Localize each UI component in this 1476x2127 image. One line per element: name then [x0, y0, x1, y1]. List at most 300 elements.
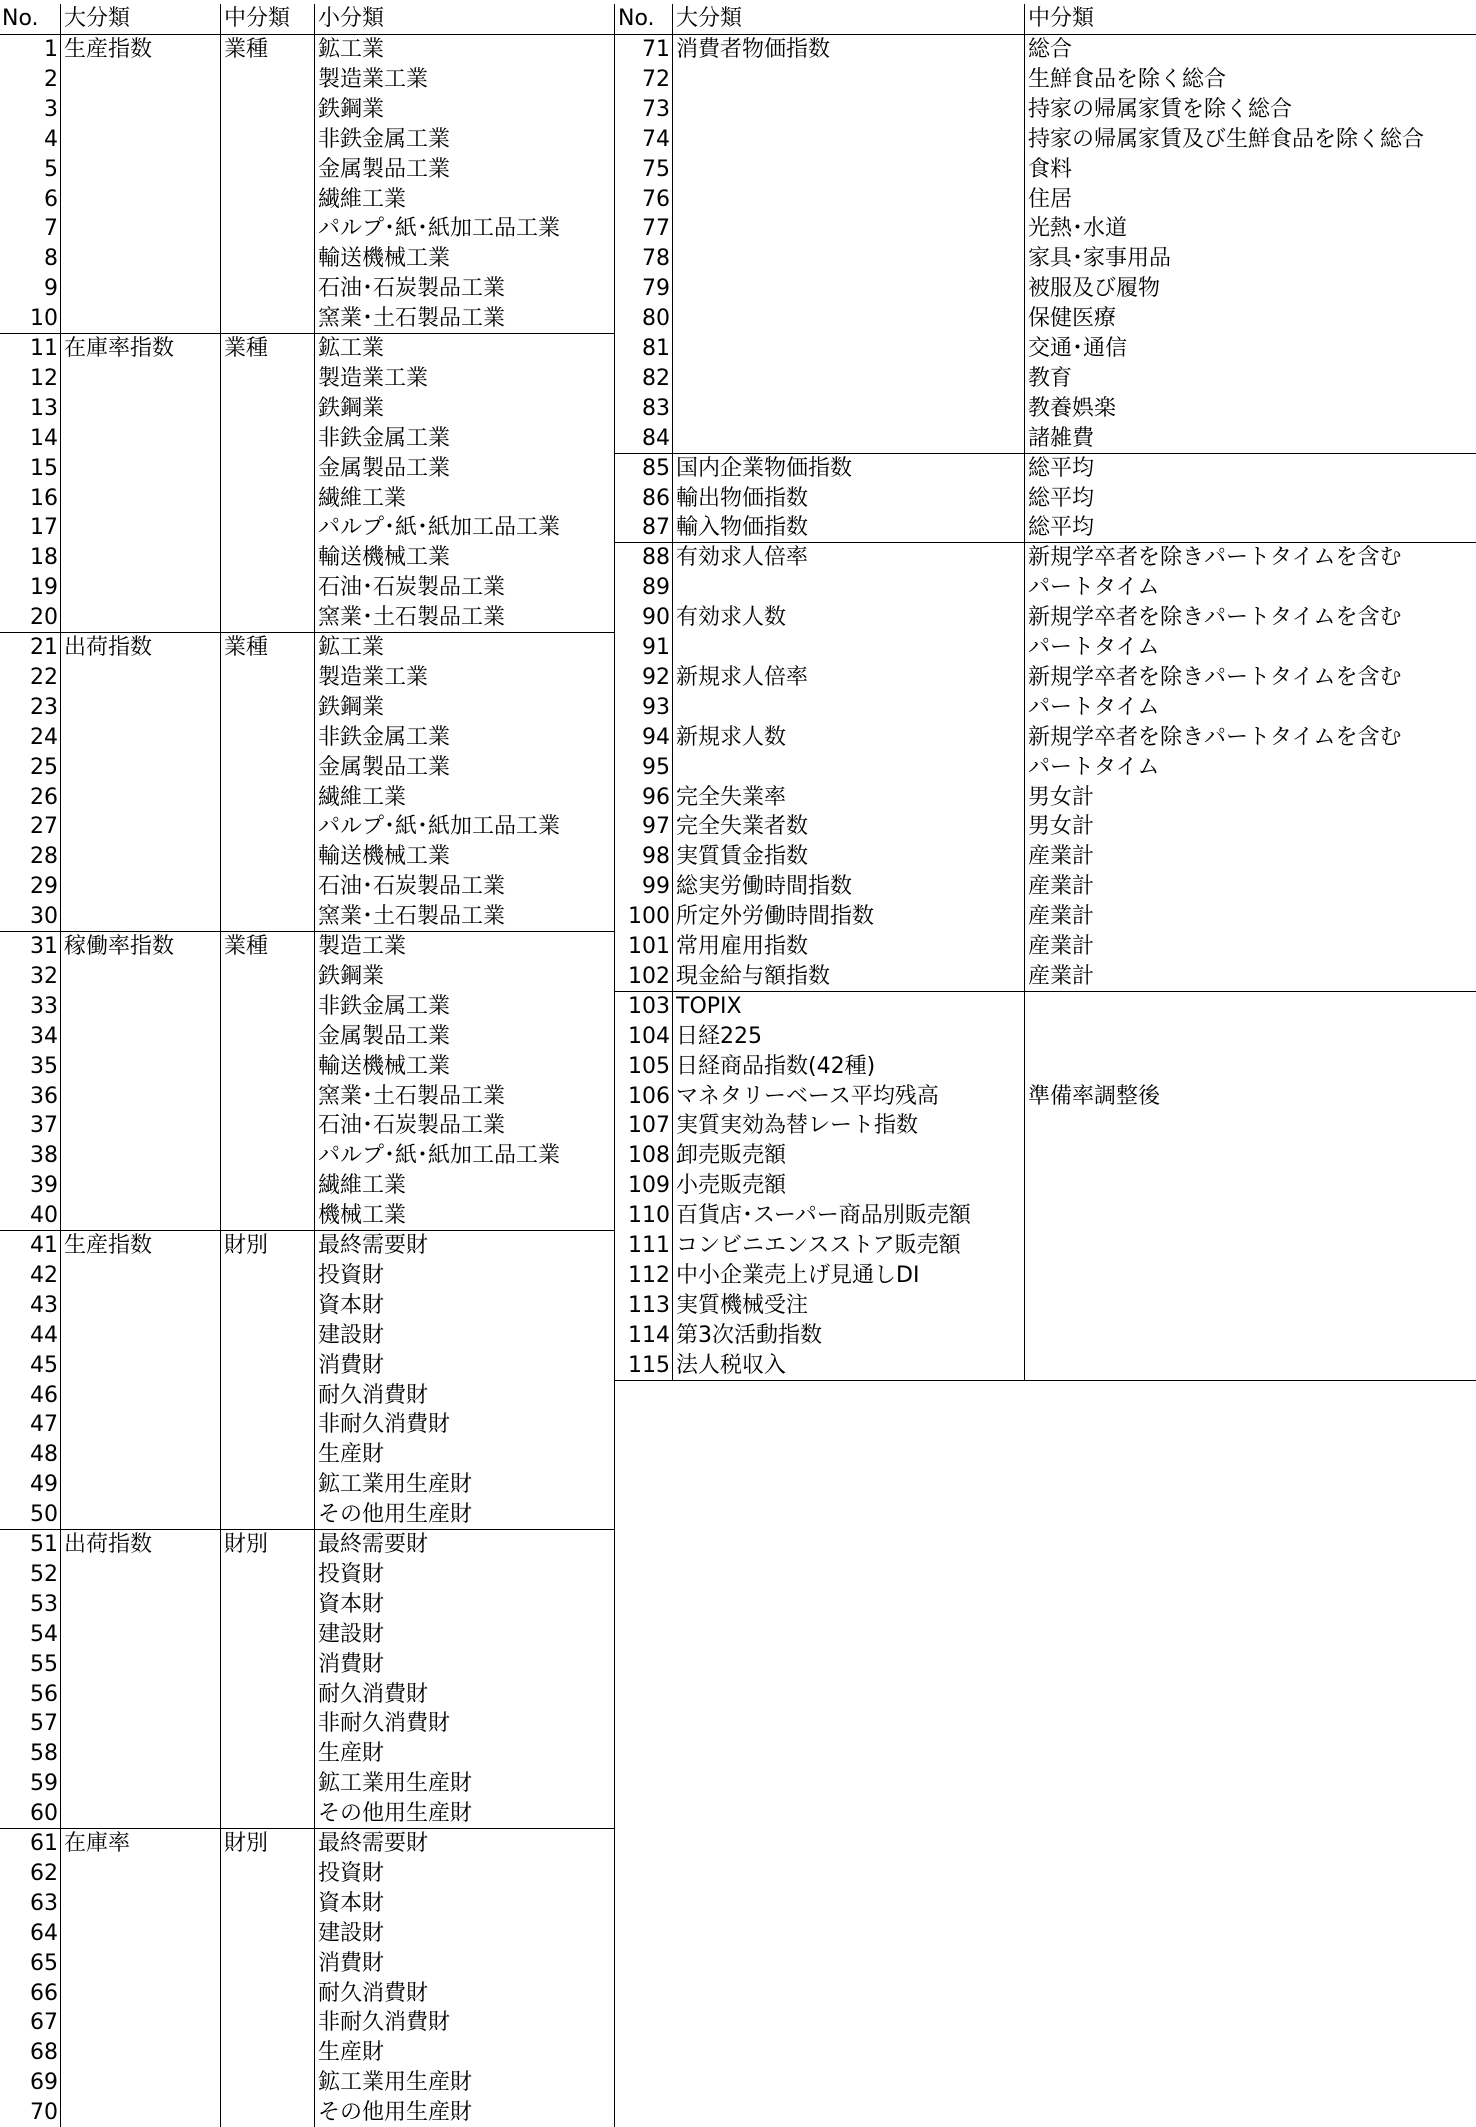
row-number: 23	[30, 694, 58, 720]
middle-category	[220, 662, 314, 692]
grid-vertical-line	[672, 4, 673, 1380]
middle-category	[220, 1978, 314, 2008]
middle-category	[220, 483, 314, 513]
minor-category: 建設財	[318, 1621, 385, 1647]
middle-category	[220, 871, 314, 901]
grid-horizontal-line	[614, 453, 1476, 454]
row-number: 60	[30, 1801, 58, 1827]
major-category: 在庫率指数	[64, 336, 175, 361]
middle-category	[220, 1081, 314, 1111]
middle-category: 家具･家事用品	[1028, 246, 1172, 272]
middle-category	[1024, 1320, 1476, 1350]
row-number: 79	[642, 276, 670, 302]
major-category	[60, 124, 220, 154]
major-category	[672, 333, 1024, 363]
middle-category	[220, 213, 314, 243]
major-category: 日経商品指数(42種)	[676, 1053, 876, 1079]
grid-vertical-line	[614, 4, 615, 2127]
row-number: 98	[642, 844, 670, 870]
row-number: 34	[30, 1023, 58, 1049]
middle-category	[220, 572, 314, 602]
middle-category	[1024, 1110, 1476, 1140]
row-number: 72	[642, 66, 670, 92]
major-category: 新規求人数	[676, 724, 787, 750]
minor-category: 非耐久消費財	[318, 1412, 451, 1438]
middle-category	[220, 2067, 314, 2097]
middle-category	[220, 542, 314, 572]
middle-category	[220, 243, 314, 273]
row-number: 11	[30, 336, 58, 361]
row-number: 106	[628, 1083, 670, 1109]
middle-category	[220, 1380, 314, 1410]
major-category	[60, 991, 220, 1021]
row-number: 103	[628, 993, 670, 1019]
minor-category: 鉱工業	[318, 37, 385, 62]
middle-category: 財別	[224, 1233, 269, 1258]
row-number: 96	[642, 784, 670, 810]
minor-category: 投資財	[318, 1561, 385, 1587]
middle-category	[1024, 991, 1476, 1021]
major-category	[60, 363, 220, 393]
middle-category	[220, 64, 314, 94]
row-number: 20	[30, 605, 58, 631]
major-category	[60, 1499, 220, 1529]
middle-category: 総合	[1028, 37, 1073, 62]
middle-category	[220, 901, 314, 931]
minor-category: 輸送機械工業	[318, 545, 451, 571]
middle-category: 食料	[1028, 156, 1073, 182]
major-category	[60, 602, 220, 632]
major-category: 出荷指数	[64, 1532, 153, 1557]
major-category	[60, 393, 220, 423]
middle-category: 諸雑費	[1028, 425, 1095, 451]
minor-category: 非鉄金属工業	[318, 724, 451, 750]
major-category	[60, 1768, 220, 1798]
row-number: 95	[642, 754, 670, 780]
major-category	[60, 1948, 220, 1978]
major-category	[60, 1021, 220, 1051]
minor-category: 繊維工業	[318, 485, 407, 511]
middle-category	[220, 1409, 314, 1439]
row-number: 67	[30, 2010, 58, 2036]
row-number: 90	[642, 605, 670, 631]
major-category	[60, 303, 220, 333]
major-category	[60, 1738, 220, 1768]
major-category	[60, 782, 220, 812]
row-number: 62	[30, 1860, 58, 1886]
major-category: 総実労働時間指数	[676, 874, 853, 900]
minor-category: 金属製品工業	[318, 156, 451, 182]
middle-category: 産業計	[1028, 844, 1095, 870]
row-number: 89	[642, 575, 670, 601]
grid-vertical-line	[314, 4, 315, 2127]
minor-category: 最終需要財	[318, 1831, 429, 1856]
major-category	[60, 811, 220, 841]
middle-category	[220, 1290, 314, 1320]
major-category	[672, 393, 1024, 423]
major-category	[672, 692, 1024, 722]
major-category	[60, 423, 220, 453]
row-number: 73	[642, 96, 670, 122]
middle-category: 教育	[1028, 365, 1073, 391]
major-category	[60, 841, 220, 871]
major-category	[672, 64, 1024, 94]
row-number: 101	[628, 934, 670, 959]
major-category	[60, 901, 220, 931]
row-number: 65	[30, 1950, 58, 1976]
grid-vertical-line	[60, 4, 61, 2127]
major-category	[60, 1888, 220, 1918]
row-number: 47	[30, 1412, 58, 1438]
row-number: 19	[30, 575, 58, 601]
row-number: 93	[642, 694, 670, 720]
middle-category: 男女計	[1028, 784, 1095, 810]
row-number: 13	[30, 395, 58, 421]
right-header-no: No.	[618, 6, 655, 31]
minor-category: 消費財	[318, 1950, 385, 1976]
middle-category	[220, 1469, 314, 1499]
minor-category: 非鉄金属工業	[318, 993, 451, 1019]
middle-category	[220, 1320, 314, 1350]
major-category	[672, 94, 1024, 124]
row-number: 5	[44, 156, 58, 182]
row-number: 100	[628, 904, 670, 930]
row-number: 10	[30, 306, 58, 332]
major-category	[60, 1200, 220, 1230]
minor-category: 投資財	[318, 1860, 385, 1886]
row-number: 3	[44, 96, 58, 122]
middle-category: 業種	[224, 336, 269, 361]
row-number: 87	[642, 515, 670, 541]
middle-category: 業種	[224, 37, 269, 62]
middle-category	[1024, 1230, 1476, 1260]
row-number: 78	[642, 246, 670, 272]
major-category	[60, 273, 220, 303]
middle-category	[220, 1051, 314, 1081]
minor-category: 資本財	[318, 1591, 385, 1617]
major-category	[60, 572, 220, 602]
major-category	[60, 1320, 220, 1350]
row-number: 88	[642, 545, 670, 571]
minor-category: 窯業･土石製品工業	[318, 605, 506, 631]
major-category	[60, 722, 220, 752]
grid-horizontal-line	[0, 632, 614, 633]
row-number: 31	[30, 934, 58, 959]
grid-horizontal-line	[0, 1828, 614, 1829]
row-number: 114	[628, 1322, 670, 1348]
middle-category	[220, 1798, 314, 1828]
minor-category: 鉱工業	[318, 336, 385, 361]
row-number: 54	[30, 1621, 58, 1647]
row-number: 33	[30, 993, 58, 1019]
minor-category: パルプ･紙･紙加工品工業	[318, 216, 561, 242]
row-number: 50	[30, 1502, 58, 1528]
left-header-minor: 小分類	[318, 6, 385, 31]
middle-category: 持家の帰属家賃を除く総合	[1028, 96, 1293, 122]
row-number: 84	[642, 425, 670, 451]
middle-category	[220, 1948, 314, 1978]
row-number: 39	[30, 1173, 58, 1199]
row-number: 71	[642, 37, 670, 62]
row-number: 45	[30, 1352, 58, 1378]
middle-category	[1024, 1350, 1476, 1380]
major-category	[672, 752, 1024, 782]
major-category	[60, 1081, 220, 1111]
major-category	[60, 871, 220, 901]
middle-category: パートタイム	[1028, 694, 1160, 720]
major-category	[60, 1559, 220, 1589]
middle-category: 産業計	[1028, 874, 1095, 900]
middle-category	[220, 1858, 314, 1888]
row-number: 27	[30, 814, 58, 840]
row-number: 58	[30, 1741, 58, 1767]
row-number: 99	[642, 874, 670, 900]
minor-category: 繊維工業	[318, 784, 407, 810]
middle-category	[220, 124, 314, 154]
major-category: 法人税収入	[676, 1352, 787, 1378]
row-number: 38	[30, 1143, 58, 1169]
major-category: 新規求人倍率	[676, 664, 809, 690]
major-category	[672, 154, 1024, 184]
row-number: 102	[628, 963, 670, 989]
middle-category	[1024, 1290, 1476, 1320]
major-category: 輸入物価指数	[676, 515, 809, 541]
middle-category	[220, 184, 314, 214]
row-number: 97	[642, 814, 670, 840]
major-category	[672, 243, 1024, 273]
row-number: 86	[642, 485, 670, 511]
row-number: 30	[30, 904, 58, 930]
row-number: 104	[628, 1023, 670, 1049]
minor-category: パルプ･紙･紙加工品工業	[318, 814, 561, 840]
middle-category: 新規学卒者を除きパートタイムを含む	[1028, 724, 1402, 750]
row-number: 18	[30, 545, 58, 571]
major-category: 日経225	[676, 1023, 762, 1049]
major-category	[60, 1380, 220, 1410]
middle-category	[220, 1918, 314, 1948]
row-number: 2	[44, 66, 58, 92]
row-number: 107	[628, 1113, 670, 1139]
middle-category	[220, 1200, 314, 1230]
minor-category: 製造業工業	[318, 365, 429, 391]
grid-vertical-line	[220, 4, 221, 2127]
middle-category: 教養娯楽	[1028, 395, 1117, 421]
middle-category: 新規学卒者を除きパートタイムを含む	[1028, 545, 1402, 571]
major-category: 国内企業物価指数	[676, 455, 853, 481]
minor-category: 資本財	[318, 1890, 385, 1916]
minor-category: 鉱工業	[318, 635, 385, 660]
minor-category: 鉱工業用生産財	[318, 1472, 473, 1498]
minor-category: 最終需要財	[318, 1233, 429, 1258]
row-number: 16	[30, 485, 58, 511]
middle-category	[220, 1350, 314, 1380]
grid-horizontal-line	[0, 1230, 614, 1231]
major-category	[60, 692, 220, 722]
minor-category: 最終需要財	[318, 1532, 429, 1557]
middle-category	[220, 1888, 314, 1918]
row-number: 94	[642, 724, 670, 750]
major-category: 消費者物価指数	[676, 37, 831, 62]
row-number: 85	[642, 455, 670, 481]
minor-category: 生産財	[318, 2040, 385, 2066]
row-number: 112	[628, 1262, 670, 1288]
row-number: 75	[642, 156, 670, 182]
middle-category: 総平均	[1028, 485, 1095, 511]
major-category	[60, 2007, 220, 2037]
major-category: 在庫率	[64, 1831, 131, 1856]
major-category	[60, 1858, 220, 1888]
row-number: 63	[30, 1890, 58, 1916]
major-category	[60, 1170, 220, 1200]
grid-horizontal-line	[614, 34, 1476, 35]
minor-category: 消費財	[318, 1352, 385, 1378]
major-category	[60, 1708, 220, 1738]
major-category	[60, 1110, 220, 1140]
major-category	[672, 273, 1024, 303]
minor-category: 非鉄金属工業	[318, 425, 451, 451]
major-category	[60, 542, 220, 572]
major-category	[60, 752, 220, 782]
major-category	[60, 1619, 220, 1649]
major-category: 現金給与額指数	[676, 963, 831, 989]
major-category	[672, 632, 1024, 662]
middle-category	[220, 303, 314, 333]
middle-category	[220, 2097, 314, 2127]
row-number: 53	[30, 1591, 58, 1617]
middle-category: 新規学卒者を除きパートタイムを含む	[1028, 664, 1402, 690]
minor-category: 耐久消費財	[318, 1980, 429, 2006]
row-number: 35	[30, 1053, 58, 1079]
major-category: 完全失業者数	[676, 814, 809, 840]
middle-category	[1024, 1140, 1476, 1170]
row-number: 80	[642, 306, 670, 332]
row-number: 32	[30, 963, 58, 989]
middle-category	[220, 423, 314, 453]
row-number: 109	[628, 1173, 670, 1199]
major-category: 百貨店･スーパー商品別販売額	[676, 1203, 971, 1229]
grid-horizontal-line	[0, 1529, 614, 1530]
major-category: 実質機械受注	[676, 1292, 809, 1318]
middle-category	[220, 1649, 314, 1679]
row-number: 15	[30, 455, 58, 481]
minor-category: 資本財	[318, 1292, 385, 1318]
minor-category: 石油･石炭製品工業	[318, 1113, 506, 1139]
minor-category: その他用生産財	[318, 1502, 473, 1528]
middle-category	[220, 991, 314, 1021]
major-category: 実質実効為替レート指数	[676, 1113, 919, 1139]
middle-category: 財別	[224, 1532, 269, 1557]
middle-category: パートタイム	[1028, 635, 1160, 660]
major-category	[60, 184, 220, 214]
minor-category: 窯業･土石製品工業	[318, 1083, 506, 1109]
minor-category: 石油･石炭製品工業	[318, 276, 506, 302]
major-category	[60, 1350, 220, 1380]
major-category	[60, 662, 220, 692]
middle-category: 住居	[1028, 186, 1073, 212]
row-number: 82	[642, 365, 670, 391]
minor-category: 鉄鋼業	[318, 395, 385, 421]
major-category	[60, 2067, 220, 2097]
middle-category: パートタイム	[1028, 754, 1160, 780]
row-number: 42	[30, 1262, 58, 1288]
grid-vertical-line	[1024, 4, 1025, 1380]
grid-horizontal-line	[0, 34, 614, 35]
major-category	[60, 2097, 220, 2127]
minor-category: 建設財	[318, 1322, 385, 1348]
row-number: 22	[30, 664, 58, 690]
row-number: 105	[628, 1053, 670, 1079]
minor-category: 鉄鋼業	[318, 96, 385, 122]
row-number: 44	[30, 1322, 58, 1348]
grid-horizontal-line	[614, 542, 1476, 543]
major-category: 輸出物価指数	[676, 485, 809, 511]
row-number: 92	[642, 664, 670, 690]
row-number: 70	[30, 2100, 58, 2126]
row-number: 48	[30, 1442, 58, 1468]
middle-category	[220, 1439, 314, 1469]
major-category: 生産指数	[64, 37, 153, 62]
minor-category: 輸送機械工業	[318, 246, 451, 272]
major-category: 実質賃金指数	[676, 844, 809, 870]
row-number: 26	[30, 784, 58, 810]
row-number: 46	[30, 1382, 58, 1408]
middle-category	[220, 1619, 314, 1649]
row-number: 59	[30, 1771, 58, 1797]
major-category	[672, 213, 1024, 243]
minor-category: パルプ･紙･紙加工品工業	[318, 1143, 561, 1169]
row-number: 7	[44, 216, 58, 242]
minor-category: 窯業･土石製品工業	[318, 904, 506, 930]
middle-category: 財別	[224, 1831, 269, 1856]
row-number: 41	[30, 1233, 58, 1258]
row-number: 110	[628, 1203, 670, 1229]
row-number: 24	[30, 724, 58, 750]
minor-category: 鉄鋼業	[318, 963, 385, 989]
grid-horizontal-line	[0, 333, 614, 334]
row-number: 68	[30, 2040, 58, 2066]
minor-category: 金属製品工業	[318, 455, 451, 481]
middle-category	[1024, 1200, 1476, 1230]
major-category	[60, 1290, 220, 1320]
minor-category: パルプ･紙･紙加工品工業	[318, 515, 561, 541]
row-number: 14	[30, 425, 58, 451]
middle-category: 産業計	[1028, 963, 1095, 989]
middle-category: 男女計	[1028, 814, 1095, 840]
major-category: 小売販売額	[676, 1173, 787, 1199]
major-category	[60, 64, 220, 94]
major-category	[60, 1409, 220, 1439]
major-category	[60, 1589, 220, 1619]
major-category	[672, 303, 1024, 333]
row-number: 25	[30, 754, 58, 780]
row-number: 81	[642, 336, 670, 361]
minor-category: 非耐久消費財	[318, 1711, 451, 1737]
minor-category: その他用生産財	[318, 1801, 473, 1827]
right-header-middle: 中分類	[1028, 6, 1095, 31]
row-number: 91	[642, 635, 670, 660]
middle-category	[1024, 1021, 1476, 1051]
middle-category: 持家の帰属家賃及び生鮮食品を除く総合	[1028, 126, 1425, 152]
minor-category: 消費財	[318, 1651, 385, 1677]
minor-category: 窯業･土石製品工業	[318, 306, 506, 332]
row-number: 76	[642, 186, 670, 212]
middle-category	[220, 2007, 314, 2037]
major-category: 中小企業売上げ見通しDI	[676, 1262, 920, 1288]
minor-category: 金属製品工業	[318, 1023, 451, 1049]
middle-category: 保健医療	[1028, 306, 1117, 332]
minor-category: 生産財	[318, 1741, 385, 1767]
row-number: 51	[30, 1532, 58, 1557]
